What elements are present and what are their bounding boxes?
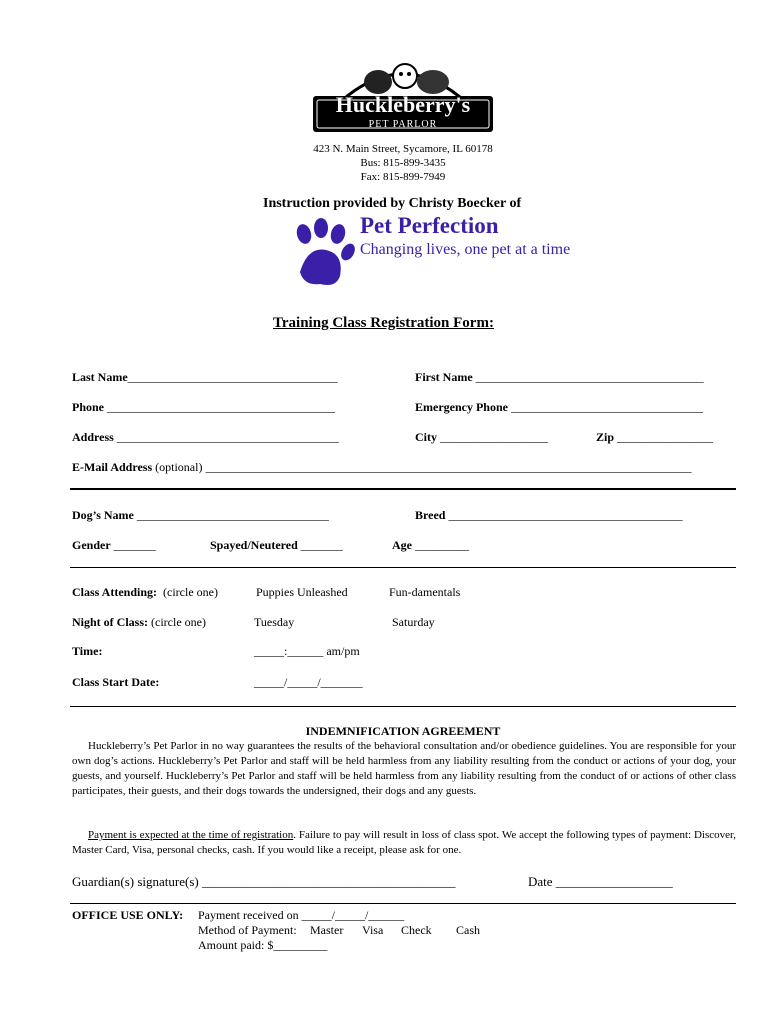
emergency-phone-label: Emergency Phone: [415, 400, 508, 414]
emergency-phone-line: ________________________________: [510, 400, 703, 414]
class-attending-label: [72, 585, 218, 600]
first-name-line: ______________________________________: [475, 370, 704, 384]
night-option-tuesday[interactable]: Tuesday: [254, 615, 295, 629]
spayed-field[interactable]: [210, 538, 343, 553]
method-option-master[interactable]: Master: [310, 923, 344, 937]
email-field[interactable]: [72, 460, 691, 475]
breed-field[interactable]: [415, 508, 682, 523]
first-name-field[interactable]: [415, 370, 704, 385]
date-label: Date: [528, 874, 553, 889]
age-field[interactable]: [392, 538, 469, 553]
method-of-payment-label: Method of Payment:: [198, 923, 297, 937]
divider-office: [70, 903, 736, 904]
signature-label: Guardian(s) signature(s): [72, 874, 199, 889]
breed-label: Breed: [415, 508, 446, 522]
gender-label: Gender: [72, 538, 111, 552]
night-of-class-label: [72, 615, 206, 630]
phone-line: ______________________________________: [107, 400, 336, 414]
class-attending-text: Class Attending:: [72, 585, 158, 599]
dog-name-label: Dog’s Name: [72, 508, 134, 522]
start-date-field[interactable]: _____/_____/_______: [254, 675, 363, 689]
time-field[interactable]: _____:______ am/pm: [254, 644, 360, 658]
city-line: __________________: [440, 430, 548, 444]
zip-line: ________________: [617, 430, 714, 444]
payment-underlined: Payment is expected at the time of registration: [88, 829, 294, 841]
night-option-saturday[interactable]: Saturday: [392, 615, 435, 629]
night-of-class-hint: (circle one): [151, 615, 206, 629]
divider-dog-class: [70, 567, 736, 568]
form-title: Training Class Registration Form:: [273, 315, 494, 331]
last-name-line: ___________________________________: [127, 370, 338, 384]
phone-field[interactable]: [72, 400, 335, 415]
dog-name-line: ________________________________: [136, 508, 329, 522]
address-line: _____________________________________: [116, 430, 339, 444]
email-optional: (optional): [155, 460, 203, 474]
logo-subtitle: PET PARLOR: [368, 119, 438, 130]
method-option-visa[interactable]: Visa: [362, 923, 384, 937]
method-option-cash[interactable]: Cash: [456, 923, 480, 937]
phone-label: Phone: [72, 400, 105, 414]
office-use-label: OFFICE USE ONLY:: [72, 908, 184, 922]
signature-field[interactable]: [72, 874, 455, 890]
business-bus-phone: Bus: 815-899-3435: [360, 157, 446, 169]
payment-terms: [72, 828, 736, 858]
paw-print-icon: [290, 218, 356, 290]
amount-paid-field[interactable]: Amount paid: $_________: [198, 938, 328, 952]
gender-line: _______: [113, 538, 156, 552]
address-label: Address: [72, 430, 114, 444]
business-address: 423 N. Main Street, Sycamore, IL 60178: [313, 143, 493, 155]
time-label: Time:: [72, 644, 103, 658]
last-name-field[interactable]: [72, 370, 338, 385]
emergency-phone-field[interactable]: [415, 400, 703, 415]
company-name: Pet Perfection: [360, 213, 499, 238]
indemnification-heading: INDEMNIFICATION AGREEMENT: [305, 724, 501, 738]
start-date-label: Class Start Date:: [72, 675, 160, 689]
zip-label: Zip: [596, 430, 615, 444]
zip-field[interactable]: [596, 430, 713, 445]
payment-rest: . Failure to pay will result in loss of class spot. We accept the following types of payment: Discover, Master Card, Visa, personal checks, cash. If you would like a receipt, please ask for one.: [72, 829, 736, 856]
class-attending-hint: (circle one): [163, 585, 218, 599]
indemnification-text: Huckleberry’s Pet Parlor in no way guarantees the results of the behavioral consultation and/or obedience guidelines. You are responsible for your own dog’s actions. Huckleberry’s Pet Parlor and staff will be held harmless from any liability resulting from the conduct or actions of your dog, your guests, and yourself. Huckleberry’s Pet Parlor and staff will be held harmless from any liability resulting from the conduct of or actions of other class participates, their guests, and their dogs towards the undersigned, their dogs and any guests.: [72, 740, 736, 797]
last-name-label: Last Name: [72, 370, 128, 384]
business-fax: Fax: 815-899-7949: [360, 171, 446, 183]
email-label: E-Mail Address: [72, 460, 153, 474]
spayed-label: Spayed/Neutered: [210, 538, 298, 552]
instruction-line: Instruction provided by Christy Boecker of: [263, 196, 522, 211]
divider-owner-dog: [70, 488, 736, 490]
date-field[interactable]: [528, 874, 673, 890]
indemnification-body: [72, 739, 736, 799]
city-label: City: [415, 430, 437, 444]
divider-class-agreement: [70, 706, 736, 707]
dog-name-field[interactable]: [72, 508, 329, 523]
huckleberrys-logo: [308, 54, 498, 138]
age-label: Age: [392, 538, 412, 552]
payment-received-field[interactable]: Payment received on _____/_____/______: [198, 908, 405, 922]
logo-name: Huckleberry's: [335, 92, 471, 117]
age-line: _________: [415, 538, 469, 552]
first-name-label: First Name: [415, 370, 473, 384]
email-line: _________________________________________________________________________________: [205, 460, 692, 474]
gender-field[interactable]: [72, 538, 156, 553]
date-line: __________________: [555, 874, 673, 889]
address-field[interactable]: [72, 430, 339, 445]
class-option-fundamentals[interactable]: Fun-damentals: [389, 585, 461, 599]
spayed-line: _______: [300, 538, 343, 552]
breed-line: _______________________________________: [448, 508, 683, 522]
company-tagline: Changing lives, one pet at a time: [360, 241, 571, 258]
city-field[interactable]: [415, 430, 548, 445]
signature-line: _______________________________________: [201, 874, 456, 889]
night-of-class-text: Night of Class:: [72, 615, 149, 629]
method-option-check[interactable]: Check: [401, 923, 432, 937]
class-option-puppies[interactable]: Puppies Unleashed: [256, 585, 348, 599]
